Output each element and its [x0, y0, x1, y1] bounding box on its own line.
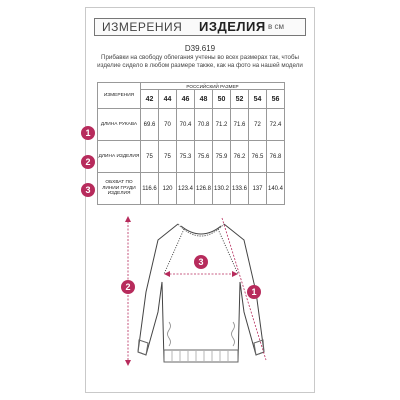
marker-3: 3: [81, 183, 95, 197]
cell: 71.2: [213, 109, 231, 141]
table-row: [98, 109, 285, 141]
cell: 69.6: [141, 109, 159, 141]
size-header: 46: [177, 90, 195, 109]
row-label: ОБХВАТ ПО ЛИНИИ ГРУДИ ИЗДЕЛИЯ: [98, 173, 141, 205]
cell: 133.6: [231, 173, 249, 205]
table-row: [98, 173, 285, 205]
cell: 76.2: [231, 141, 249, 173]
cell: 126.8: [195, 173, 213, 205]
cell: 123.4: [177, 173, 195, 205]
header-units: в см: [268, 22, 284, 31]
size-caption: РОССИЙСКИЙ РАЗМЕР: [141, 83, 285, 90]
size-header: 42: [141, 90, 159, 109]
cell: 140.4: [267, 173, 285, 205]
cell: 72: [249, 109, 267, 141]
hem-rib-lines: [172, 351, 228, 361]
size-table: [97, 82, 285, 205]
cell: 76.8: [267, 141, 285, 173]
header-title-part2: ИЗДЕЛИЯ: [199, 19, 266, 34]
header: [86, 16, 314, 38]
size-header: 44: [159, 90, 177, 109]
size-header: 48: [195, 90, 213, 109]
measure-lines: [128, 218, 266, 364]
cell: 75.6: [195, 141, 213, 173]
hem-rib: [164, 350, 238, 362]
diagram-marker-3-label: 3: [198, 257, 204, 267]
cell: 72.4: [267, 109, 285, 141]
cell: 76.5: [249, 141, 267, 173]
header-title-part1: ИЗМЕРЕНИЯ: [102, 20, 183, 34]
row-label: ДЛИНА ИЗДЕЛИЯ: [98, 141, 141, 173]
size-header: 50: [213, 90, 231, 109]
cell: 75: [159, 141, 177, 173]
marker-1: 1: [81, 126, 95, 140]
diagram-marker-1-label: 1: [251, 287, 257, 297]
size-header: 56: [267, 90, 285, 109]
measure-arrowheads: [125, 216, 238, 366]
cell: 71.6: [231, 109, 249, 141]
cell: 130.2: [213, 173, 231, 205]
size-header: 54: [249, 90, 267, 109]
raglan-seam-right: [218, 229, 238, 274]
size-chart-card: [85, 7, 315, 393]
table-row: [98, 141, 285, 173]
arrow-up-icon: [125, 216, 131, 222]
size-header: 52: [231, 90, 249, 109]
arrow-left-icon: [164, 271, 170, 277]
fit-note: Прибавки на свободу облегания учтены во всех размерах так, чтобы изделие сидело в любом размере также, как на фото на нашей модели: [97, 54, 303, 69]
product-code: D39.619: [184, 44, 216, 53]
sweater-diagram: [86, 212, 316, 392]
cell: 70.8: [195, 109, 213, 141]
cable-pattern: [168, 322, 235, 346]
cell: 120: [159, 173, 177, 205]
corner-label: ИЗМЕРЕНИЯ: [98, 83, 141, 109]
cell: 70: [159, 109, 177, 141]
row-label: ДЛИНА РУКАВА: [98, 109, 141, 141]
raglan-seam-left: [164, 229, 184, 274]
marker-2: 2: [81, 155, 95, 169]
cell: 137: [249, 173, 267, 205]
diagram-marker-2-label: 2: [125, 282, 131, 292]
cell: 75: [141, 141, 159, 173]
arrow-right-icon: [232, 271, 238, 277]
cell: 116.6: [141, 173, 159, 205]
arrow-down-icon: [125, 360, 131, 366]
cell: 75.3: [177, 141, 195, 173]
cell: 70.4: [177, 109, 195, 141]
cell: 75.9: [213, 141, 231, 173]
neckline: [181, 226, 221, 234]
